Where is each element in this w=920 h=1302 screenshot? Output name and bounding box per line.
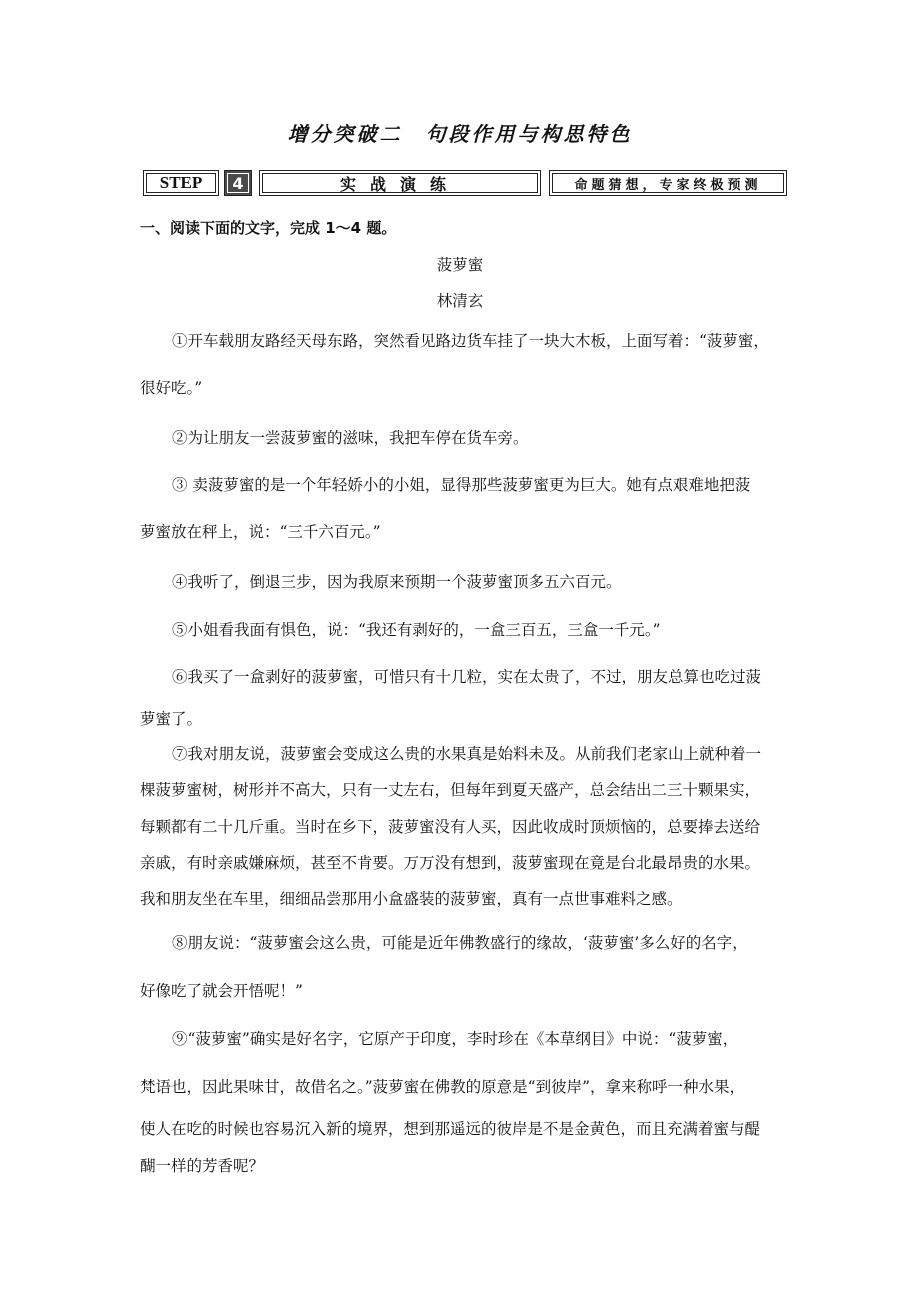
paragraph-line: ⑤小姐看我面有惧色，说：“我还有剥好的，一盒三百五，三盒一千元。” (172, 621, 661, 639)
article-author: 林清玄 (436, 292, 484, 310)
paragraph-line: ④我听了，倒退三步，因为我原来预期一个菠萝蜜顶多五六百元。 (172, 573, 622, 591)
paragraph-line: ⑦我对朋友说，菠萝蜜会变成这么贵的水果真是始料未及。从前我们老家山上就种着一 (172, 745, 762, 763)
question-instruction: 一、阅读下面的文字，完成 1～4 题。 (140, 219, 397, 237)
paragraph-line: 梵语也，因此果味甘，故借名之。”菠萝蜜在佛教的原意是“到彼岸”，拿来称呼一种水果， (140, 1078, 746, 1096)
section-note: 命题猜想，专家终极预测 (549, 170, 787, 196)
paragraph-line: ③ 卖菠萝蜜的是一个年轻娇小的小姐，显得那些菠萝蜜更为巨大。她有点艰难地把菠 (172, 476, 751, 494)
paragraph-line: ②为让朋友一尝菠萝蜜的滋味，我把车停在货车旁。 (172, 429, 529, 447)
paragraph-line: ⑧朋友说：“菠萝蜜会这么贵，可能是近年佛教盛行的缘故，‘菠萝蜜’多么好的名字， (172, 934, 748, 952)
paragraph-line: 我和朋友坐在车里，细细品尝那用小盒盛装的菠萝蜜，真有一点世事难料之感。 (140, 890, 683, 908)
paragraph-line: ⑨“菠萝蜜”确实是好名字，它原产于印度，李时珍在《本草纲目》中说：“菠萝蜜， (172, 1030, 739, 1048)
paragraph-line: ①开车载朋友路经天母东路，突然看见路边货车挂了一块大木板，上面写着：“菠萝蜜， (172, 332, 769, 350)
step-number: 4 (224, 170, 252, 196)
paragraph-line: 好像吃了就会开悟呢！” (140, 982, 303, 1000)
paragraph-line: 每颗都有二十几斤重。当时在乡下，菠萝蜜没有人买，因此收成时顶烦恼的，总要捧去送给 (140, 818, 761, 836)
paragraph-line: ⑥我买了一盒剥好的菠萝蜜，可惜只有十几粒，实在太贵了，不过，朋友总算也吃过菠 (172, 668, 762, 686)
section-label: 实战演练 (259, 170, 541, 196)
page-title: 增分突破二 句段作用与构思特色 (287, 122, 633, 146)
paragraph-line: 棵菠萝蜜树，树形并不高大，只有一丈左右，但每年到夏天盛产，总会结出二三十颗果实， (140, 781, 761, 799)
paragraph-line: 使人在吃的时候也容易沉入新的境界，想到那遥远的彼岸是不是金黄色，而且充满着蜜与醍 (140, 1120, 761, 1138)
paragraph-line: 亲戚，有时亲戚嫌麻烦，甚至不肯要。万万没有想到，菠萝蜜现在竟是台北最昂贵的水果。 (140, 854, 761, 872)
step-label: STEP (143, 170, 219, 196)
paragraph-line: 萝蜜了。 (140, 710, 203, 728)
paragraph-line: 醐一样的芳香呢？ (140, 1157, 265, 1175)
article-title: 菠萝蜜 (436, 256, 484, 274)
paragraph-line: 很好吃。” (140, 379, 203, 397)
paragraph-line: 萝蜜放在秤上，说：“三千六百元。” (140, 523, 381, 541)
